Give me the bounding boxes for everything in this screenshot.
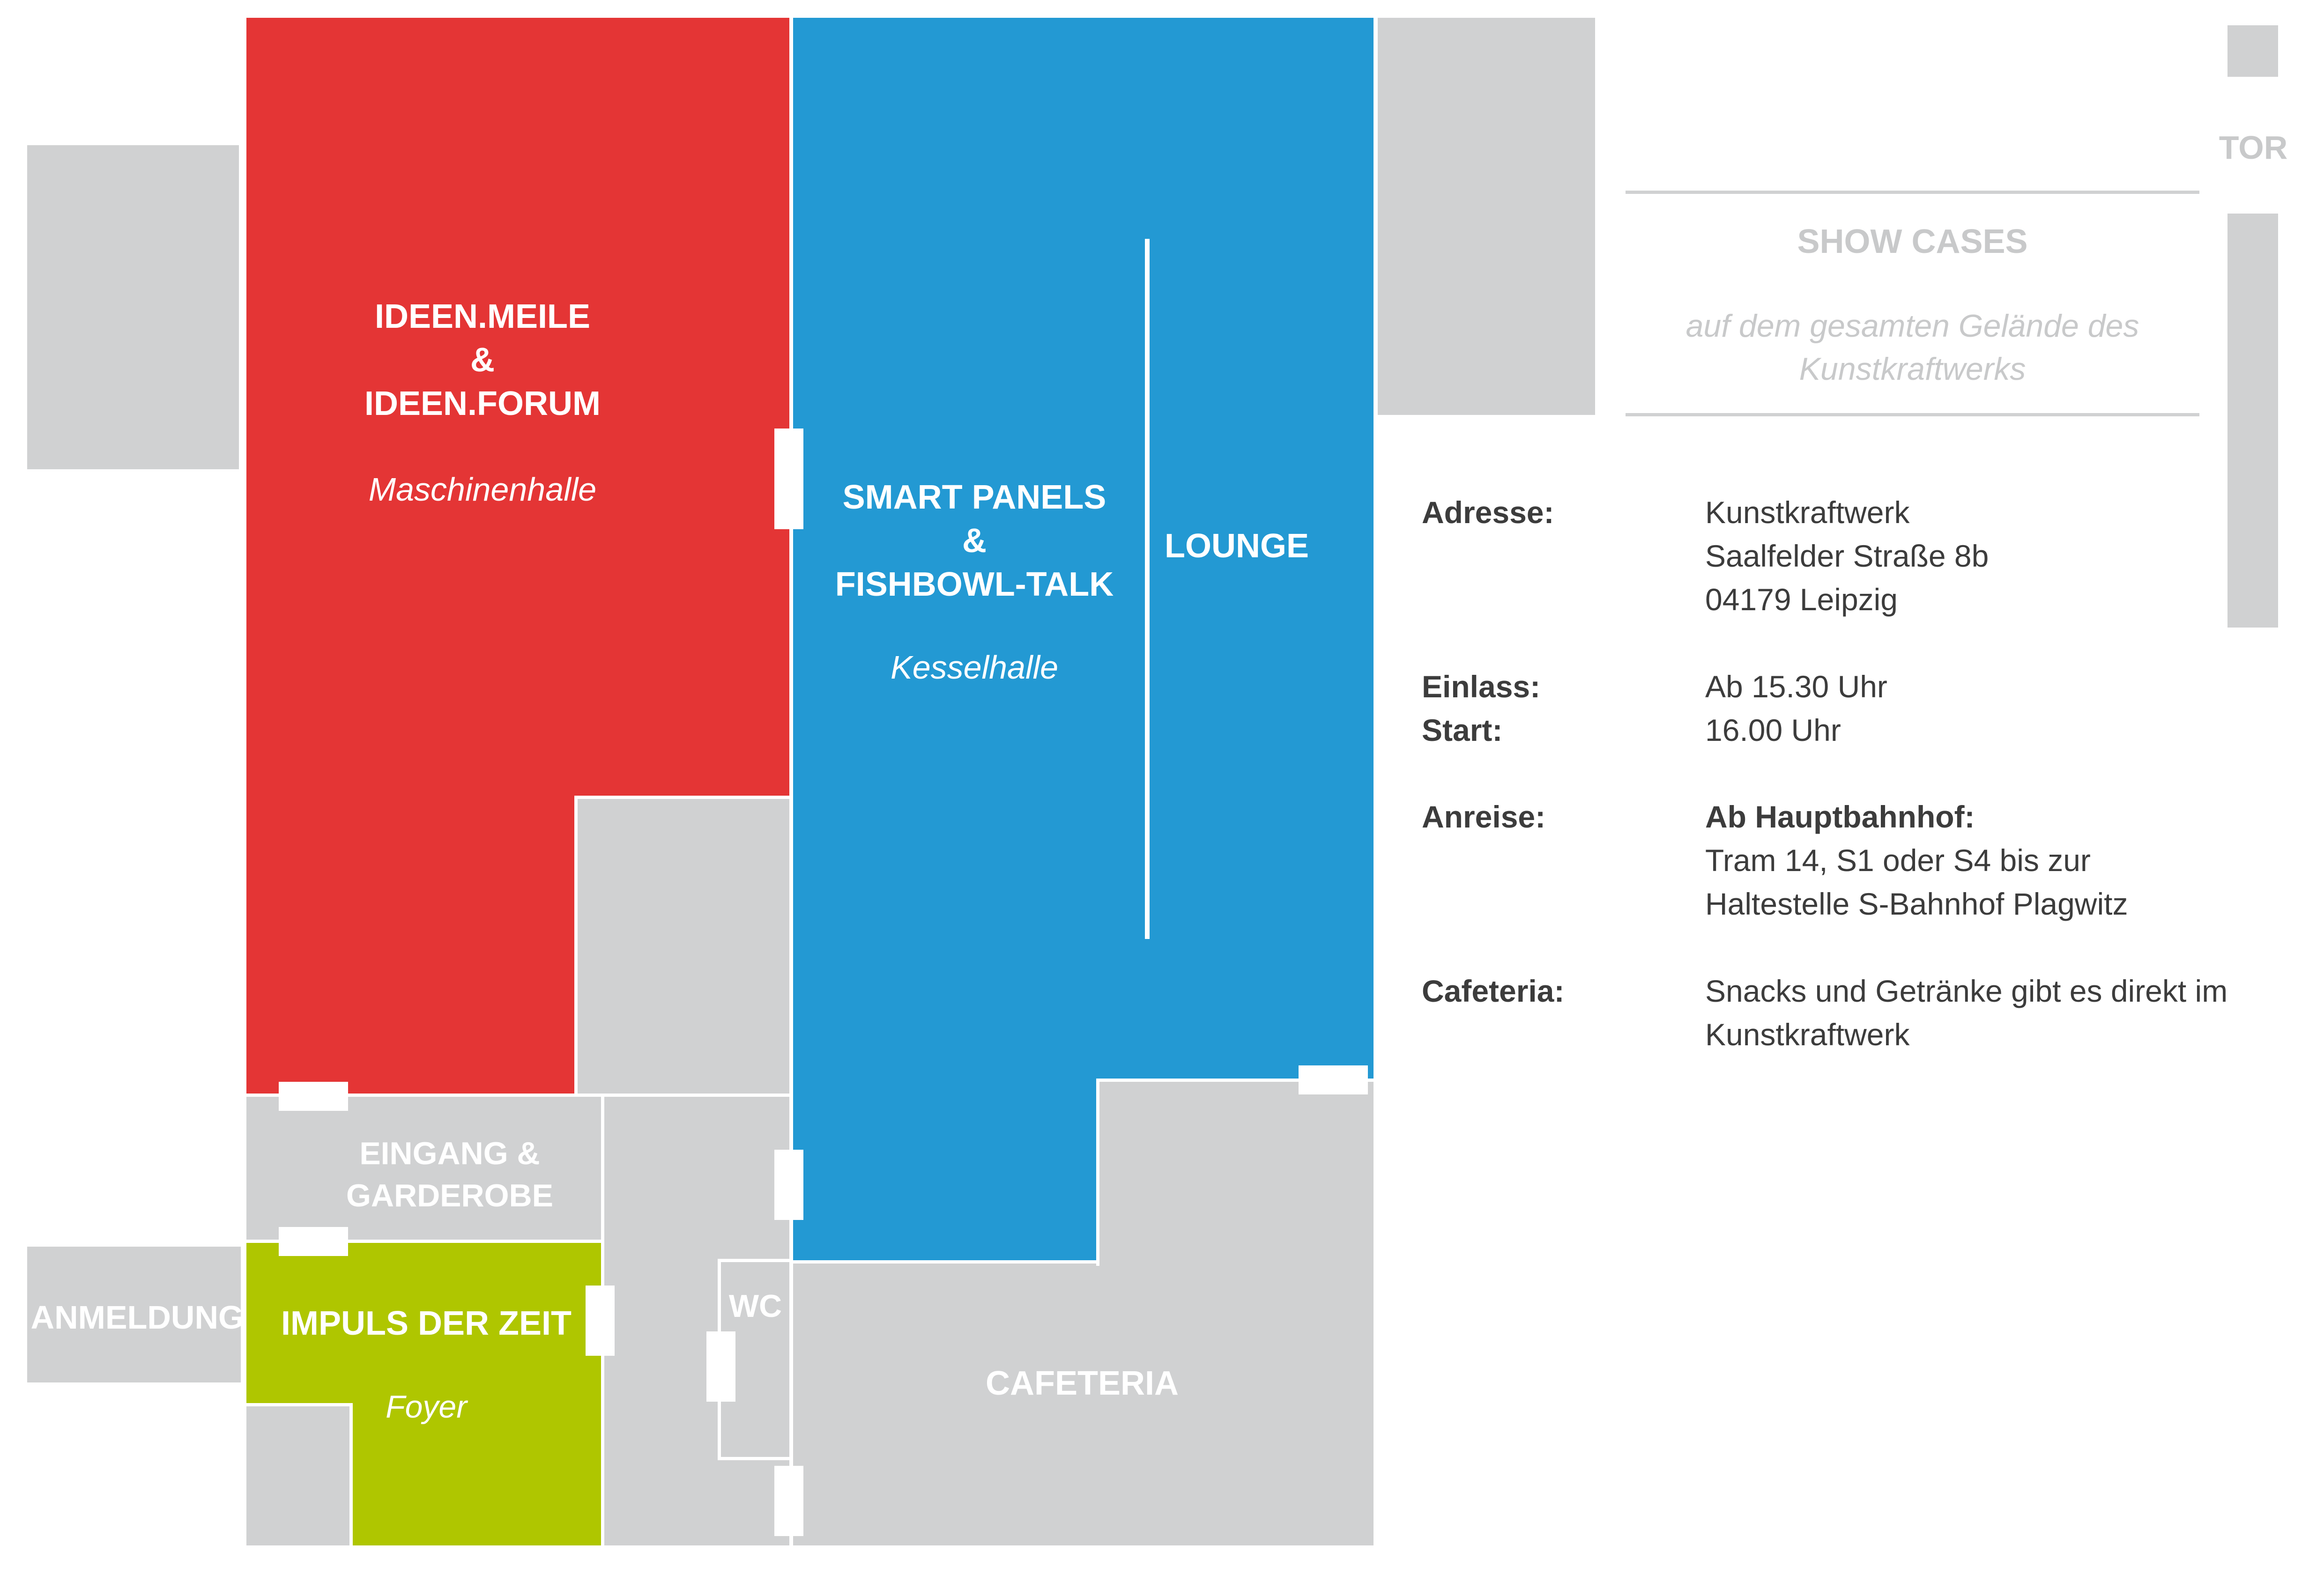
room-cafeteria-title[interactable]: CAFETERIA <box>986 1365 1179 1402</box>
room-smart-title-line: SMART PANELS <box>842 479 1106 516</box>
room-ideen-title-line: & <box>470 341 495 379</box>
wall <box>789 18 793 1545</box>
info-label-adresse: Adresse: <box>1422 495 1554 530</box>
door-red-blue[interactable] <box>774 429 803 529</box>
room-eingang-title-line: GARDEROBE <box>346 1178 554 1213</box>
room-eingang-title <box>286 1132 614 1217</box>
outbuilding-right <box>1378 18 1595 415</box>
door-cafeteria-corridor[interactable] <box>774 1466 803 1536</box>
room-eingang-title-line: EINGANG & <box>359 1136 540 1171</box>
room-ideen-subtitle: Maschinenhalle <box>368 471 597 508</box>
room-ideen-title-line: IDEEN.MEILE <box>374 298 591 335</box>
tor-post-bottom <box>2227 214 2278 628</box>
storage-block <box>577 798 789 1094</box>
outbuilding-left <box>27 145 239 469</box>
door-red-eingang[interactable] <box>279 1082 348 1111</box>
info-label-anreise: Anreise: <box>1422 799 1546 834</box>
room-impuls-subtitle: Foyer <box>386 1389 467 1425</box>
info-value-line: 04179 Leipzig <box>1705 582 1898 617</box>
info-value-einlass: Ab 15.30 Uhr <box>1705 669 1887 704</box>
info-value-line: Tram 14, S1 oder S4 bis zur <box>1705 843 2091 878</box>
info-value-heading: Ab Hauptbahnhof: <box>1705 799 1975 834</box>
wall <box>574 796 789 799</box>
room-lounge-title[interactable]: LOUNGE <box>1164 527 1309 565</box>
showcases-divider-top <box>1626 191 2199 194</box>
wall <box>1096 1079 1099 1266</box>
room-ideen-title <box>328 295 637 426</box>
cafeteria-upper <box>1099 1082 1374 1269</box>
door-blue-corridor[interactable] <box>774 1150 803 1220</box>
tor-label: TOR <box>2219 129 2288 166</box>
info-value-start: 16.00 Uhr <box>1705 713 1841 747</box>
lounge-divider <box>1145 239 1150 939</box>
room-smart-title <box>810 476 1138 606</box>
room-smart-subtitle: Kesselhalle <box>891 649 1058 686</box>
info-label-start: Start: <box>1422 713 1503 747</box>
info-value-line: Kunstkraftwerk <box>1705 1017 1910 1052</box>
info-value-adresse <box>1705 491 1989 621</box>
wall <box>793 1260 1097 1264</box>
room-anmeldung-title: ANMELDUNG <box>30 1299 244 1336</box>
showcases-title: SHOW CASES <box>1797 223 2028 260</box>
room-smart-title-line: & <box>962 522 987 560</box>
showcases-subtitle-line: Kunstkraftwerks <box>1799 351 2026 387</box>
door-eingang-foyer[interactable] <box>279 1227 348 1256</box>
foyer-corner <box>246 1406 349 1545</box>
door-foyer-corridor[interactable] <box>586 1286 615 1356</box>
showcases-subtitle-line: auf dem gesamten Gelände des <box>1685 308 2139 344</box>
info-value-line: Kunstkraftwerk <box>1705 495 1910 530</box>
wall <box>574 796 578 1094</box>
showcases-divider-bottom <box>1626 413 2199 416</box>
info-value-line: Saalfelder Straße 8b <box>1705 539 1989 573</box>
room-smart-title-line: FISHBOWL-TALK <box>835 566 1114 603</box>
info-value-line: Snacks und Getränke gibt es direkt im <box>1705 974 2228 1008</box>
info-value-cafeteria <box>1705 969 2227 1057</box>
room-ideen-title-line: IDEEN.FORUM <box>364 385 601 422</box>
info-label-cafeteria: Cafeteria: <box>1422 974 1565 1008</box>
info-value-line: Haltestelle S-Bahnhof Plagwitz <box>1705 887 2128 921</box>
room-kesselhalle[interactable] <box>793 18 1374 1264</box>
room-impuls-title: IMPULS DER ZEIT <box>281 1305 572 1342</box>
showcases-subtitle <box>1626 304 2199 391</box>
info-label-einlass: Einlass: <box>1422 669 1541 704</box>
tor-post-top <box>2227 25 2278 77</box>
door-blue-cafeteria[interactable] <box>1299 1065 1368 1094</box>
door-wc[interactable] <box>706 1331 735 1402</box>
room-wc-title: WC <box>728 1288 782 1324</box>
info-value-anreise <box>1705 795 2128 926</box>
